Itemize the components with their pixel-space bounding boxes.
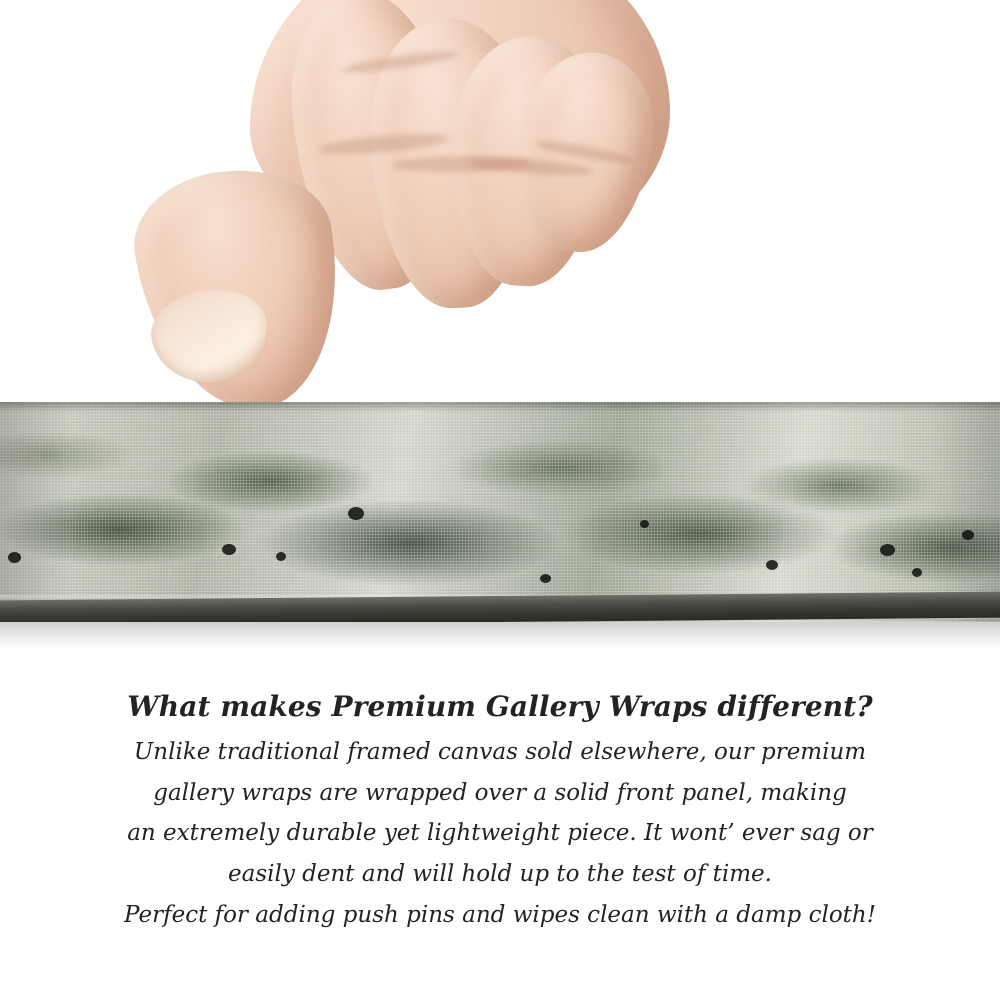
caption-line: an extremely durable yet lightweight piece. It wont’ ever sag or [127, 820, 873, 847]
caption-heading: What makes Premium Gallery Wraps different? [127, 690, 873, 723]
canvas-speck [222, 544, 236, 555]
canvas-speck [912, 568, 922, 577]
canvas-speck [640, 520, 649, 528]
canvas-speck [348, 507, 364, 520]
canvas-speck [962, 530, 974, 540]
hand-illustration [0, 0, 1000, 440]
caption-line: Perfect for adding push pins and wipes clean with a damp cloth! [124, 901, 876, 928]
canvas-speck [880, 544, 895, 556]
caption-line: gallery wraps are wrapped over a solid front panel, making [153, 779, 847, 806]
canvas-speck [276, 552, 286, 561]
canvas-speck [8, 552, 21, 563]
canvas-drop-shadow [0, 622, 1000, 648]
caption-body [0, 737, 1000, 932]
caption-block [0, 690, 1000, 932]
canvas-speck [540, 574, 551, 583]
caption-line: easily dent and will hold up to the test of time. [228, 861, 772, 888]
canvas-weave-texture [0, 402, 1000, 622]
canvas-speck [766, 560, 778, 570]
canvas-wrap-edge [0, 402, 1000, 622]
caption-line: Unlike traditional framed canvas sold elsewhere, our premium [133, 739, 867, 765]
canvas-top-shadow [0, 402, 1000, 412]
